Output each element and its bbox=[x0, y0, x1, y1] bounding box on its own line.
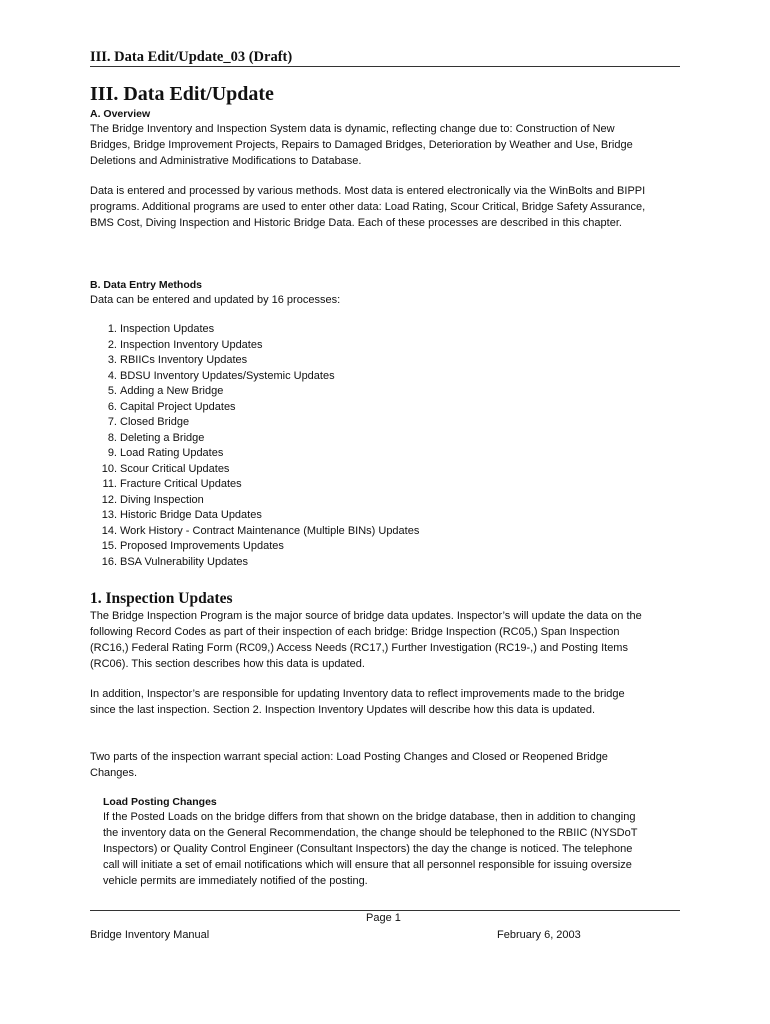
list-item-text: Adding a New Bridge bbox=[120, 385, 224, 397]
methods-heading: B. Data Entry Methods bbox=[90, 279, 203, 291]
list-item-text: Inspection Updates bbox=[120, 323, 215, 335]
methods-intro: Data can be entered and updated by 16 processes: bbox=[90, 294, 341, 306]
methods-list-item bbox=[90, 462, 419, 478]
header-divider bbox=[90, 66, 680, 67]
list-item-number: 8. bbox=[107, 431, 117, 444]
methods-list-item bbox=[90, 508, 419, 524]
methods-list-item bbox=[90, 353, 419, 369]
list-item-text: Historic Bridge Data Updates bbox=[120, 509, 262, 521]
inspection-paragraph-3: Two parts of the inspection warrant special action: Load Posting Changes and Closed or Reopened Bridge Changes. bbox=[90, 751, 608, 779]
list-item-text: RBIICs Inventory Updates bbox=[120, 354, 248, 366]
list-item-number: 16. bbox=[101, 555, 117, 568]
methods-list-item bbox=[90, 539, 419, 555]
list-item-number: 5. bbox=[107, 385, 117, 397]
load-posting-paragraph: If the Posted Loads on the bridge differs from that shown on the bridge database, then in addition to changing the inventory data on the General Recommendation, the change should be telephoned to the RBIIC (NYSDoT Inspectors) or Quality Control Engineer (Consultant Inspectors) the day the change is noticed. The telephone call will initiate a set of email notifications which will ensure that all personnel responsible for issuing oversize vehicle permits are immediately notified of the posting. bbox=[103, 811, 638, 887]
list-item-number: 7. bbox=[107, 416, 117, 428]
methods-list-item bbox=[90, 338, 419, 354]
list-item-text: Closed Bridge bbox=[120, 416, 190, 428]
methods-list-item bbox=[90, 431, 419, 447]
page-number: Page 1 bbox=[366, 912, 401, 924]
list-item-text: BDSU Inventory Updates/Systemic Updates bbox=[120, 369, 335, 382]
list-item-text: Diving Inspection bbox=[120, 493, 204, 506]
methods-list-item bbox=[90, 555, 419, 571]
overview-heading: A. Overview bbox=[90, 108, 151, 120]
section-title: III. Data Edit/Update bbox=[90, 83, 274, 105]
list-item-text: Work History - Contract Maintenance (Multiple BINs) Updates bbox=[120, 524, 420, 537]
list-item-text: Scour Critical Updates bbox=[120, 462, 230, 475]
list-item-number: 13. bbox=[101, 509, 117, 521]
list-item-number: 1. bbox=[107, 323, 117, 335]
overview-paragraph-2: Data is entered and processed by various methods. Most data is entered electronically via the WinBolts and BIPPI programs. Additional programs are used to enter other data: Load Rating, Scour Critical, Bridge Safety Assurance, BMS Cost, Diving Inspection and Historic Bridge Data. Each of these processes are described in this chapter. bbox=[90, 185, 646, 229]
methods-list-item bbox=[90, 493, 419, 509]
methods-list bbox=[90, 322, 419, 570]
list-item-text: BSA Vulnerability Updates bbox=[120, 555, 248, 568]
list-item-text: Inspection Inventory Updates bbox=[120, 338, 263, 351]
methods-list-item bbox=[90, 524, 419, 540]
overview-paragraph-1: The Bridge Inventory and Inspection System data is dynamic, reflecting change due to: Construction of New Bridges, Bridge Improvement Projects, Repairs to Damaged Bridges, Deterioration by Weather and Use, Bridge Deletions and Administrative Modifications to Database. bbox=[90, 123, 633, 167]
methods-list-item bbox=[90, 369, 419, 385]
list-item-number: 14. bbox=[101, 524, 117, 537]
list-item-text: Load Rating Updates bbox=[120, 447, 224, 459]
list-item-number: 10. bbox=[101, 462, 117, 475]
inspection-heading: 1. Inspection Updates bbox=[90, 590, 233, 607]
list-item-text: Proposed Improvements Updates bbox=[120, 540, 284, 552]
list-item-number: 6. bbox=[107, 400, 117, 413]
methods-list-item bbox=[90, 477, 419, 493]
list-item-text: Capital Project Updates bbox=[120, 400, 236, 413]
load-posting-heading: Load Posting Changes bbox=[103, 796, 217, 808]
list-item-number: 11. bbox=[102, 478, 117, 490]
inspection-paragraph-1: The Bridge Inspection Program is the major source of bridge data updates. Inspector’s will update the data on the following Record Codes as part of their inspection of each bridge: Bridge Inspection (RC05,) Span Inspection (RC16,) Federal Rating Form (RC09,) Access Needs (RC17,) Further Investigation (RC19-,) and Posting Items (RC06). This section describes how this data is updated. bbox=[90, 610, 642, 670]
list-item-number: 15. bbox=[101, 540, 117, 552]
inspection-paragraph-2: In addition, Inspector’s are responsible for updating Inventory data to reflect improvements made to the bridge since the last inspection. Section 2. Inspection Inventory Updates will describe how this data is updated. bbox=[90, 688, 625, 716]
footer-divider bbox=[90, 910, 680, 911]
footer-manual-title: Bridge Inventory Manual bbox=[90, 929, 210, 941]
methods-list-item bbox=[90, 384, 419, 400]
methods-list-item bbox=[90, 400, 419, 416]
list-item-number: 12. bbox=[101, 493, 117, 506]
list-item-number: 2. bbox=[107, 338, 117, 351]
list-item-text: Deleting a Bridge bbox=[120, 431, 205, 444]
methods-list-item bbox=[90, 322, 419, 338]
list-item-text: Fracture Critical Updates bbox=[120, 478, 242, 490]
list-item-number: 4. bbox=[107, 369, 117, 382]
running-header: III. Data Edit/Update_03 (Draft) bbox=[90, 49, 293, 65]
footer-date: February 6, 2003 bbox=[497, 929, 581, 941]
list-item-number: 3. bbox=[107, 354, 117, 366]
list-item-number: 9. bbox=[107, 447, 117, 459]
methods-list-item bbox=[90, 415, 419, 431]
methods-list-item bbox=[90, 446, 419, 462]
